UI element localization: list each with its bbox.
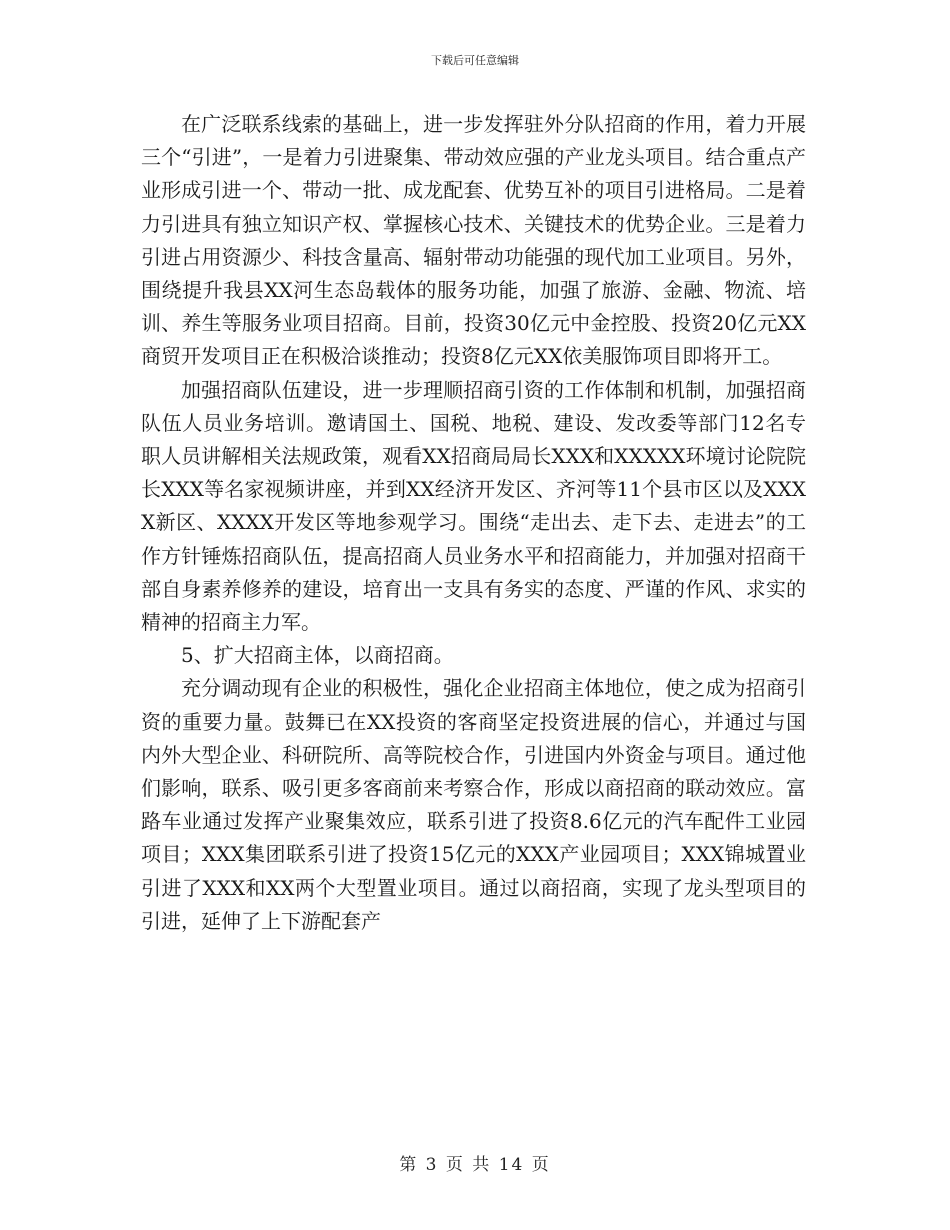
section-heading-5: 5、扩大招商主体，以商招商。 <box>181 643 454 668</box>
document-body <box>141 108 806 938</box>
paragraph-introduce-projects: 在广泛联系线索的基础上，进一步发挥驻外分队招商的作用，着力开展三个“引进”，一是着力引进聚集、带动效应强的产业龙头项目。结合重点产业形成引进一个、带动一批、成龙配套、优势互补的项目引进格局。二是着力引进具有独立知识产权、掌握核心技术、关键技术的优势企业。三是着力引进占用资源少、科技含量高、辐射带动功能强的现代加工业项目。另外，围绕提升我县XX河生态岛载体的服务功能，加强了旅游、金融、物流、培训、养生等服务业项目招商。目前，投资30亿元中金控股、投资20亿元XX商贸开发项目正在积极洽谈推动；投资8亿元XX依美服饰项目即将开工。 <box>141 112 806 369</box>
paragraph-business-attraction: 充分调动现有企业的积极性，强化企业招商主体地位，使之成为招商引资的重要力量。鼓舞已在XX投资的客商坚定投资进展的信心，并通过与国内外大型企业、科研院所、高等院校合作，引进国内外资金与项目。通过他们影响，联系、吸引更多客商前来考察合作，形成以商招商的联动效应。富路车业通过发挥产业聚集效应，联系引进了投资8.6亿元的汽车配件工业园项目；XXX集团联系引进了投资15亿元的XXX产业园项目；XXX锦城置业引进了XXX和XX两个大型置业项目。通过以商招商，实现了龙头型项目的引进，延伸了上下游配套产 <box>141 676 806 933</box>
page-number-footer: 第 3 页 共 14 页 <box>399 1155 551 1175</box>
paragraph-team-building: 加强招商队伍建设，进一步理顺招商引资的工作体制和机制，加强招商队伍人员业务培训。邀请国土、国税、地税、建设、发改委等部门12名专职人员讲解相关法规政策，观看XX招商局局长XXX和XXXXX环境讨论院院长XXX等名家视频讲座，并到XX经济开发区、齐河等11个县市区以及XXXX新区、XXXX开发区等地参观学习。围绕“走出去、走下去、走进去”的工作方针锤炼招商队伍，提高招商人员业务水平和招商能力，并加强对招商干部自身素养修养的建设，培育出一支具有务实的态度、严谨的作风、求实的精神的招商主力军。 <box>141 377 806 635</box>
page-header: 下载后可任意编辑 <box>431 54 519 67</box>
